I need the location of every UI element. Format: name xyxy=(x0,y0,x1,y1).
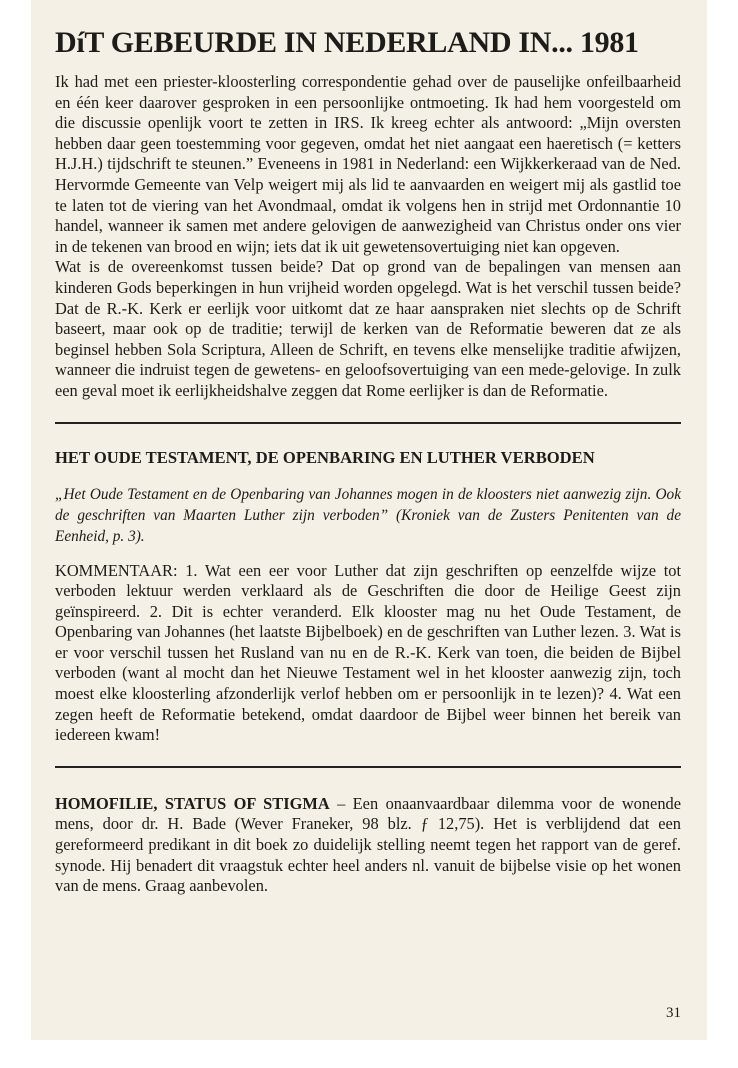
quotation: „Het Oude Testament en de Openbaring van Johannes mogen in de kloosters niet aanwezig zijn. Ook de geschriften van Maarten Luther zijn verboden” (Kroniek van de Zusters Penitenten van de Eenheid, p. 3). xyxy=(55,485,681,545)
magazine-page xyxy=(31,0,707,1040)
section-divider xyxy=(55,766,681,768)
section-heading: HET OUDE TESTAMENT, DE OPENBARING EN LUTHER VERBODEN xyxy=(55,447,595,467)
page-number: 31 xyxy=(666,1005,681,1021)
article-paragraph: Ik had met een priester-kloosterling correspondentie gehad over de pauselijke onfeilbaarheid en één keer daarover gesproken in een persoonlijke ontmoeting. Ik had hem voorgesteld om die discussie openlijk voort te zetten in IRS. Ik kreeg echter als antwoord: „Mijn oversten hebben daar geen toestemming voor gegeven, omdat het niet aangaat een haeretisch (= ketters H.J.H.) tijdschrift te steunen.” Eveneens in 1981 in Nederland: een Wijkkerkeraad van de Ned. Hervormde Gemeente van Velp weigert mij als lid te aanvaarden en weigert mij als gastlid toe te laten tot de viering van het Avondmaal, omdat ik volgens hen in strijd met Ordonnantie 10 handel, wanneer ik samen met andere gelovigen de aanwezigheid van Christus onder ons vier in de tekenen van brood en wijn; iets dat ik uit gewetensovertuiging niet kan opgeven. xyxy=(55,72,681,256)
book-review xyxy=(55,794,681,897)
commentary-paragraph: KOMMENTAAR: 1. Wat een eer voor Luther dat zijn geschriften op eenzelfde wijze tot verboden lektuur werden verklaard als de Geschriften die door de Heilige Geest zijn geïnspireerd. 2. Dit is echter veranderd. Elk klooster mag nu het Oude Testament, de Openbaring van Johannes (het laatste Bijbelboek) en de geschriften van Luther lezen. 3. Wat is er voor verschil tussen het Rusland van nu en de R.-K. Kerk van toen, die beiden de Bijbel verboden (want al mocht dan het Nieuwe Testament wel in het klooster aanwezig zijn, toch moest elke kloosterling afzonderlijk verlof hebben om er persoonlijk in te lezen)? 4. Wat een zegen heeft de Reformatie betekend, omdat daardoor de Bijbel weer binnen het bereik van iedereen kwam! xyxy=(55,560,681,745)
article-paragraph: Wat is de overeenkomst tussen beide? Dat op grond van de bepalingen van mensen aan kinderen Gods beperkingen in hun vrijheid worden opgelegd. Wat is het verschil tussen beide? Dat de R.-K. Kerk er eerlijk voor uitkomt dat ze haar aanspraken niet slechts op de Schrift baseert, maar ook op de traditie; terwijl de kerken van de Reformatie beweren dat ze als beginsel hebben Sola Scriptura, Alleen de Schrift, en tevens elke menselijke traditie afwijzen, wanneer die indruist tegen de gewetens- en geloofsovertuiging van een mede-gelovige. In zulk een geval moet ik eerlijkheidshalve zeggen dat Rome eerlijker is dan de Reformatie. xyxy=(55,257,681,400)
book-review-text: – Een onaanvaardbaar dilemma voor de wonende mens, door dr. H. Bade (Wever Franeker, 98 blz. ƒ 12,75). Het is verblijdend dat een gereformeerd predikant in dit boek zo duidelijk stelling neemt tegen het rapport van de geref. synode. Hij benadert dit vraagstuk echter heel anders nl. vanuit de bijbelse visie op het wonen van de mens. Graag aanbevolen. xyxy=(55,793,681,896)
book-review-title: HOMOFILIE, STATUS OF STIGMA xyxy=(55,793,330,813)
section-divider xyxy=(55,422,681,424)
article-title: DíT GEBEURDE IN NEDERLAND IN... 1981 xyxy=(55,26,639,59)
